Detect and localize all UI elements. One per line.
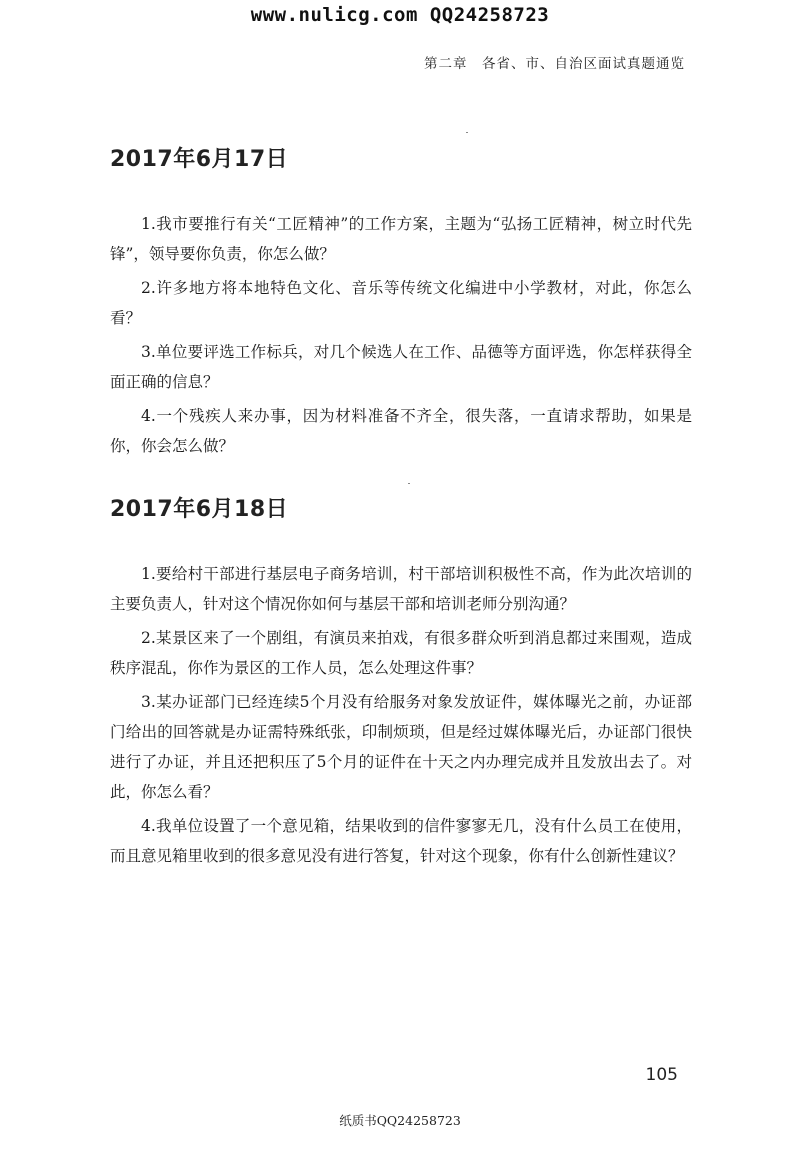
section-2017-06-17 xyxy=(110,142,692,461)
watermark-bottom: 纸质书QQ24258723 xyxy=(339,1113,461,1128)
section-2017-06-18 xyxy=(110,492,692,871)
section-title: 2017年6月17日 xyxy=(110,147,289,172)
question-item: 4.我单位设置了一个意见箱，结果收到的信件寥寥无几，没有什么员工在使用，而且意见箱里收到的很多意见没有进行答复，针对这个现象，你有什么创新性建议？ xyxy=(110,817,692,865)
question-item: 3.单位要评选工作标兵，对几个候选人在工作、品德等方面评选，你怎样获得全面正确的信息？ xyxy=(110,343,692,391)
question-item: 1.要给村干部进行基层电子商务培训，村干部培训积极性不高，作为此次培训的主要负责人，针对这个情况你如何与基层干部和培训老师分别沟通？ xyxy=(110,565,692,613)
question-item: 4.一个残疾人来办事，因为材料准备不齐全，很失落，一直请求帮助，如果是你，你会怎么做？ xyxy=(110,407,692,455)
watermark-top: www.nulicg.com QQ24258723 xyxy=(250,4,550,26)
question-list xyxy=(110,209,692,461)
question-item: 2.许多地方将本地特色文化、音乐等传统文化编进中小学教材，对此，你怎么看？ xyxy=(110,279,692,327)
running-header: 第二章 各省、市、自治区面试真题通览 xyxy=(424,56,685,72)
question-item: 2.某景区来了一个剧组，有演员来拍戏，有很多群众听到消息都过来围观，造成秩序混乱，你作为景区的工作人员，怎么处理这件事？ xyxy=(110,629,692,677)
question-item: 1.我市要推行有关“工匠精神”的工作方案，主题为“弘扬工匠精神，树立时代先锋”，领导要你负责，你怎么做？ xyxy=(110,215,692,263)
question-list xyxy=(110,559,692,871)
page-number: 105 xyxy=(645,1065,678,1085)
section-title: 2017年6月18日 xyxy=(110,497,289,522)
scan-speck xyxy=(466,132,468,133)
scan-speck xyxy=(408,483,410,484)
question-item: 3.某办证部门已经连续5个月没有给服务对象发放证件，媒体曝光之前，办证部门给出的回答就是办证需特殊纸张，印制烦琐，但是经过媒体曝光后，办证部门很快进行了办证，并且还把积压了5个月的证件在十天之内办理完成并且发放出去了。对此，你怎么看？ xyxy=(110,693,692,801)
